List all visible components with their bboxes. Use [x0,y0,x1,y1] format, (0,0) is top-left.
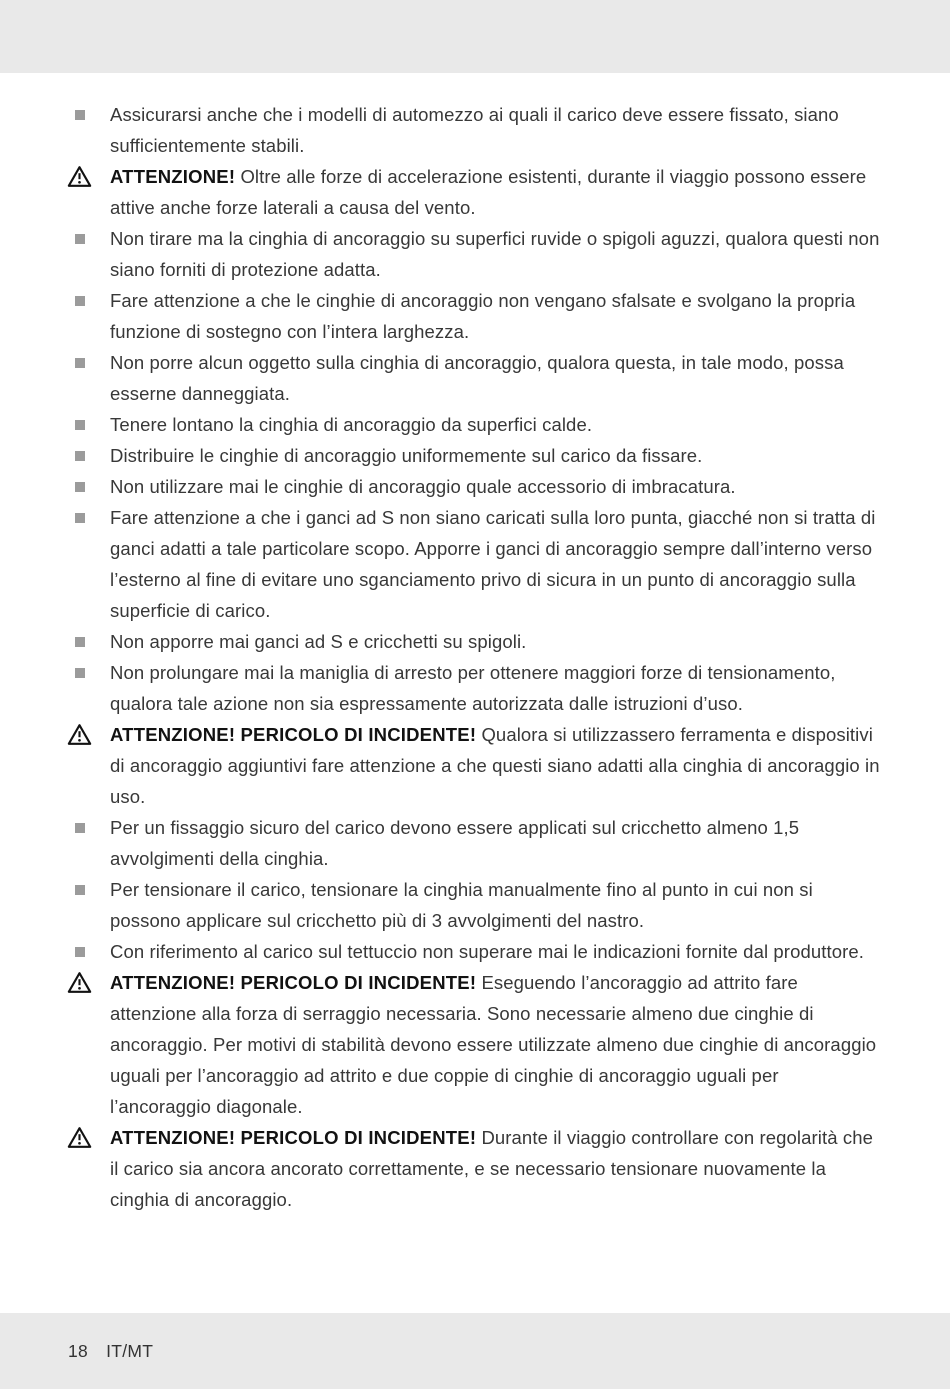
bullet-item [75,812,880,874]
item-text: Non porre alcun oggetto sulla cinghia di ancoraggio, qualora questa, in tale modo, possa esserne danneggiata. [110,352,844,404]
warning-text: Qualora si utilizzassero ferramenta e dispositivi di ancoraggio aggiuntivi fare attenzione a che questi siano adatti alla cinghia di ancoraggio in uso. [110,724,880,807]
item-text: Non apporre mai ganci ad S e cricchetti su spigoli. [110,631,527,652]
safety-instructions-list [0,73,950,1215]
warning-item [75,1122,880,1215]
bullet-item [75,440,880,471]
warning-triangle-icon [67,1122,110,1149]
warning-triangle-icon [67,161,110,188]
item-text: Non prolungare mai la maniglia di arresto per ottenere maggiori forze di tensionamento, qualora tale azione non sia espressamente autorizzata dalle istruzioni d’uso. [110,662,836,714]
square-bullet-icon [75,99,110,120]
square-bullet-icon [75,223,110,244]
warning-triangle-icon [67,967,110,994]
square-bullet-icon [75,440,110,461]
item-text: Fare attenzione a che i ganci ad S non siano caricati sulla loro punta, giacché non si tratta di ganci adatti a tale particolare scopo. Apporre i ganci di ancoraggio sempre dall’interno verso l’esterno al fine di evitare uno sganciamento privo di sicura in un punto di ancoraggio sulla superficie di carico. [110,507,876,621]
footer-band [0,1313,950,1389]
bullet-item [75,285,880,347]
warning-text: Eseguendo l’ancoraggio ad attrito fare attenzione alla forza di serraggio necessaria. Sono necessarie almeno due cinghie di ancoraggio. Per motivi di stabilità devono essere utilizzate almeno due cinghie di ancoraggio uguali per l’ancoraggio ad attrito e due coppie di cinghie di ancoraggio uguali per l’ancoraggio diagonale. [110,972,877,1117]
square-bullet-icon [75,502,110,523]
item-text [110,161,880,223]
item-text: Per un fissaggio sicuro del carico devono essere applicati sul cricchetto almeno 1,5 avvolgimenti della cinghia. [110,817,800,869]
bullet-item [75,99,880,161]
square-bullet-icon [75,936,110,957]
item-text [110,1122,880,1215]
square-bullet-icon [75,347,110,368]
warning-item [75,719,880,812]
item-text [110,967,880,1122]
warning-item [75,967,880,1122]
warning-label: ATTENZIONE! PERICOLO DI INCIDENTE! [110,972,477,993]
item-text: Distribuire le cinghie di ancoraggio uniformemente sul carico da fissare. [110,445,703,466]
bullet-item [75,223,880,285]
language-code: IT/MT [106,1340,154,1361]
item-text: Tenere lontano la cinghia di ancoraggio da superfici calde. [110,414,593,435]
bullet-item [75,626,880,657]
bullet-item [75,657,880,719]
warning-label: ATTENZIONE! PERICOLO DI INCIDENTE! [110,1127,477,1148]
item-text: Non tirare ma la cinghia di ancoraggio su superfici ruvide o spigoli aguzzi, qualora questi non siano forniti di protezione adatta. [110,228,880,280]
page-number: 18 [68,1340,89,1361]
square-bullet-icon [75,657,110,678]
item-text [110,719,880,812]
square-bullet-icon [75,874,110,895]
item-text: Fare attenzione a che le cinghie di ancoraggio non vengano sfalsate e svolgano la propria funzione di sostegno con l’intera larghezza. [110,290,856,342]
bullet-item [75,471,880,502]
warning-label: ATTENZIONE! [110,166,236,187]
warning-triangle-icon [67,719,110,746]
bullet-item [75,409,880,440]
square-bullet-icon [75,285,110,306]
square-bullet-icon [75,812,110,833]
square-bullet-icon [75,626,110,647]
warning-text: Durante il viaggio controllare con regolarità che il carico sia ancora ancorato correttamente, e se necessario tensionare nuovamente la cinghia di ancoraggio. [110,1127,873,1210]
header-band [0,0,950,73]
warning-item [75,161,880,223]
bullet-item [75,502,880,626]
bullet-item [75,874,880,936]
warning-text: Oltre alle forze di accelerazione esistenti, durante il viaggio possono essere attive anche forze laterali a causa del vento. [110,166,867,218]
bullet-item [75,347,880,409]
square-bullet-icon [75,409,110,430]
square-bullet-icon [75,471,110,492]
warning-label: ATTENZIONE! PERICOLO DI INCIDENTE! [110,724,477,745]
item-text: Con riferimento al carico sul tettuccio non superare mai le indicazioni fornite dal produttore. [110,941,864,962]
item-text: Non utilizzare mai le cinghie di ancoraggio quale accessorio di imbracatura. [110,476,736,497]
item-text: Assicurarsi anche che i modelli di automezzo ai quali il carico deve essere fissato, siano sufficientemente stabili. [110,104,839,156]
bullet-item [75,936,880,967]
item-text: Per tensionare il carico, tensionare la cinghia manualmente fino al punto in cui non si possono applicare sul cricchetto più di 3 avvolgimenti del nastro. [110,879,813,931]
